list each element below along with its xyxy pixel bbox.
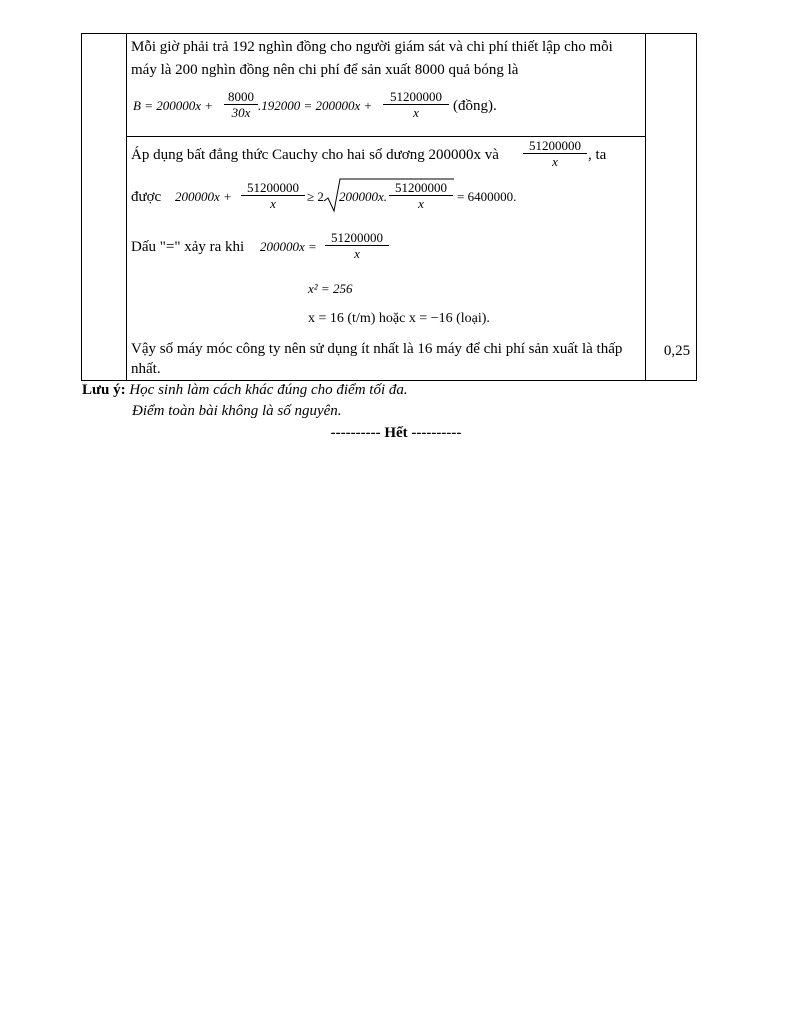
- note-label: Lưu ý:: [82, 382, 126, 398]
- fraction-denominator: x: [270, 196, 276, 211]
- end-marker: ---------- Hết ----------: [330, 425, 462, 441]
- fraction-numerator: 51200000: [383, 89, 449, 105]
- column-divider-2: [645, 34, 646, 380]
- equality-label: Dấu "=" xảy ra khi: [131, 239, 245, 255]
- fraction-ineq-b: [241, 180, 305, 211]
- fraction-8000-30x: [224, 89, 258, 120]
- fraction-denominator: x: [413, 105, 419, 120]
- fraction-numerator: 51200000: [325, 230, 389, 246]
- fraction-cauchy-a: [523, 138, 587, 169]
- fraction-ineq-c: [389, 180, 453, 211]
- row1-line1: Mỗi giờ phải trả 192 nghìn đồng cho người giám sát và chi phí thiết lập cho mỗi: [131, 39, 613, 55]
- conclusion-line2: nhất.: [131, 361, 161, 377]
- solution-line: x = 16 (t/m) hoặc x = −16 (loại).: [308, 311, 490, 326]
- note-text2: Điểm toàn bài không là số nguyên.: [132, 403, 342, 419]
- row-divider: [126, 136, 645, 137]
- fraction-denominator: x: [418, 196, 424, 211]
- row1-line2: máy là 200 nghìn đồng nên chi phí để sản xuất 8000 quả bóng là: [131, 62, 519, 78]
- fraction-51200000-x: [383, 89, 449, 120]
- equality-eq: 200000x =: [260, 239, 317, 254]
- note-line2: [132, 403, 342, 420]
- eq-b-middle: .192000 = 200000x +: [258, 98, 373, 113]
- row2-cauchy-line: Áp dụng bất đẳng thức Cauchy cho hai số dương 200000x và: [131, 147, 499, 163]
- note-text1: Học sinh làm cách khác đúng cho điểm tối đa.: [129, 382, 408, 398]
- fraction-numerator: 51200000: [241, 180, 305, 196]
- ineq-result: = 6400000.: [457, 189, 517, 204]
- label-duoc: được: [131, 189, 162, 205]
- score-value: 0,25: [663, 343, 691, 359]
- conclusion-line1: Vậy số máy móc công ty nên sử dụng ít nhất là 16 máy để chi phí sản xuất là thấp: [131, 341, 623, 357]
- note-line1: [82, 382, 408, 399]
- fraction-denominator: 30x: [231, 105, 251, 120]
- fraction-denominator: x: [552, 154, 558, 169]
- x-squared-line: x² = 256: [308, 281, 353, 296]
- fraction-equality-d: [325, 230, 389, 261]
- fraction-numerator: 8000: [224, 89, 258, 105]
- ineq-ge: ≥ 2: [307, 189, 324, 204]
- row2-line1-tail: , ta: [588, 147, 607, 163]
- eq-b-prefix: B = 200000x +: [133, 98, 214, 113]
- ineq-left: 200000x +: [175, 189, 232, 204]
- sqrt-inner: 200000x.: [339, 189, 388, 204]
- column-divider-1: [126, 34, 127, 380]
- eq-b-unit: (đồng).: [453, 98, 497, 114]
- grading-table: [81, 33, 697, 381]
- fraction-numerator: 51200000: [389, 180, 453, 196]
- fraction-numerator: 51200000: [523, 138, 587, 154]
- fraction-denominator: x: [354, 246, 360, 261]
